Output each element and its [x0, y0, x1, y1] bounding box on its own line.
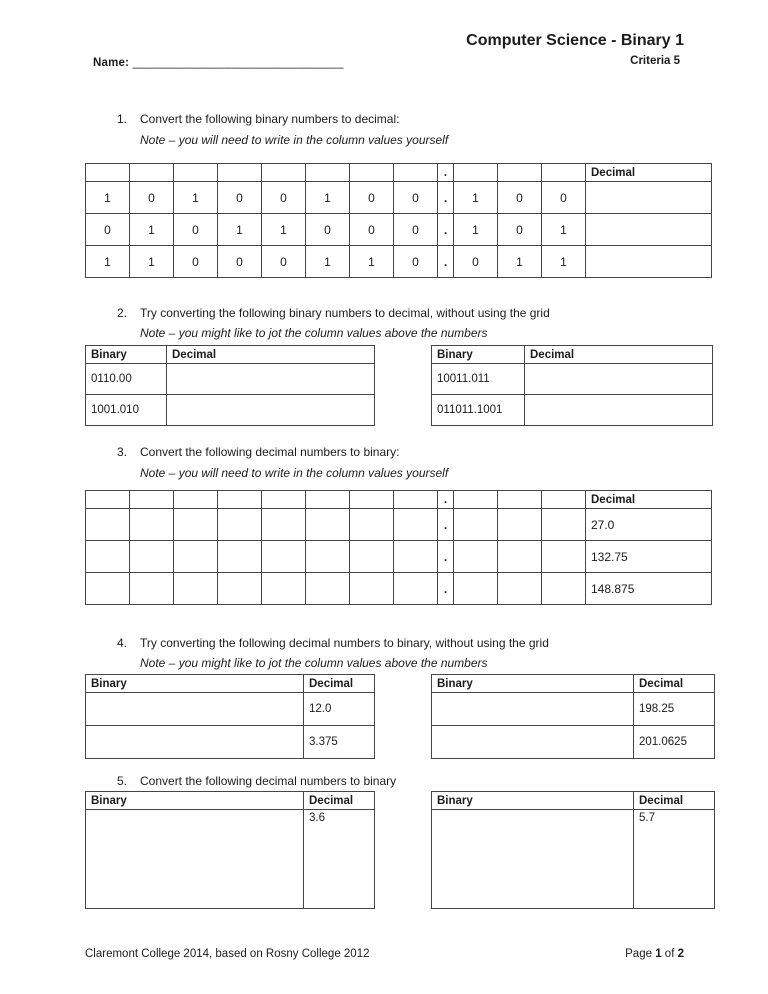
binary-header-cell: Binary — [432, 346, 525, 364]
decimal-answer-blank[interactable] — [525, 364, 713, 395]
bit-cell: 0 — [262, 246, 306, 278]
q1-grid-header-row — [86, 164, 712, 182]
decimal-value-cell: 198.25 — [634, 693, 715, 726]
q4-left-table — [85, 674, 375, 759]
bit-answer-blank[interactable] — [306, 573, 350, 605]
bit-answer-blank[interactable] — [350, 541, 394, 573]
bit-cell: 1 — [454, 182, 498, 214]
column-value-blank[interactable] — [454, 164, 498, 182]
bit-cell: 0 — [394, 246, 438, 278]
bit-answer-blank[interactable] — [174, 509, 218, 541]
decimal-answer-blank[interactable] — [167, 395, 375, 426]
bit-cell: 0 — [350, 182, 394, 214]
bit-cell: 0 — [498, 182, 542, 214]
page-total-number: 2 — [677, 948, 684, 960]
bit-cell: 1 — [350, 246, 394, 278]
table-row — [86, 693, 375, 726]
table-row — [432, 726, 715, 759]
bit-cell: 1 — [306, 246, 350, 278]
bit-cell: 0 — [130, 182, 174, 214]
decimal-header-cell: Decimal — [304, 675, 375, 693]
name-blank-line[interactable]: ________________________________ — [132, 57, 344, 69]
bit-cell: 1 — [86, 182, 130, 214]
binary-header-cell: Binary — [432, 675, 634, 693]
bit-cell: 1 — [174, 182, 218, 214]
dot-cell: . — [438, 573, 454, 605]
q1-grid-row-3 — [86, 246, 712, 278]
q4-right-table — [431, 674, 715, 759]
binary-value-cell: 011011.1001 — [432, 395, 525, 426]
decimal-answer-blank[interactable] — [586, 214, 712, 246]
q5-right-table — [431, 791, 715, 909]
bit-cell: 1 — [86, 246, 130, 278]
name-row — [93, 57, 344, 69]
bit-cell: 0 — [174, 246, 218, 278]
binary-header-cell: Binary — [86, 792, 304, 810]
q4-text: Try converting the following decimal numbers to binary, without using the grid — [140, 636, 549, 650]
bit-cell: 1 — [306, 182, 350, 214]
bit-cell: 0 — [262, 182, 306, 214]
bit-answer-blank[interactable] — [350, 509, 394, 541]
column-value-blank[interactable] — [218, 491, 262, 509]
bit-answer-blank[interactable] — [130, 509, 174, 541]
bit-answer-blank[interactable] — [542, 541, 586, 573]
column-value-blank[interactable] — [86, 491, 130, 509]
bit-cell: 1 — [498, 246, 542, 278]
table-row — [432, 810, 715, 909]
name-label: Name: — [93, 57, 130, 69]
decimal-header-cell: Decimal — [304, 792, 375, 810]
column-value-blank[interactable] — [174, 491, 218, 509]
binary-answer-blank[interactable] — [86, 726, 304, 759]
bit-answer-blank[interactable] — [86, 509, 130, 541]
q5-heading — [117, 774, 396, 788]
binary-answer-blank[interactable] — [432, 726, 634, 759]
bit-answer-blank[interactable] — [262, 509, 306, 541]
bit-answer-blank[interactable] — [498, 573, 542, 605]
bit-cell: 0 — [350, 214, 394, 246]
bit-cell: 1 — [130, 246, 174, 278]
q5-left-header-row — [86, 792, 375, 810]
dot-cell: . — [438, 509, 454, 541]
column-value-blank[interactable] — [498, 491, 542, 509]
bit-answer-blank[interactable] — [262, 541, 306, 573]
table-row — [432, 395, 713, 426]
bit-answer-blank[interactable] — [394, 573, 438, 605]
bit-answer-blank[interactable] — [306, 509, 350, 541]
bit-answer-blank[interactable] — [174, 573, 218, 605]
bit-answer-blank[interactable] — [498, 509, 542, 541]
bit-cell: 1 — [262, 214, 306, 246]
bit-cell: 0 — [218, 246, 262, 278]
decimal-answer-blank[interactable] — [586, 182, 712, 214]
dot-cell: . — [438, 164, 454, 182]
bit-answer-blank[interactable] — [350, 573, 394, 605]
q2-text: Try converting the following binary numbers to decimal, without using the grid — [140, 306, 550, 320]
page-word: Page — [625, 948, 652, 960]
bit-cell: 0 — [454, 246, 498, 278]
table-row — [86, 395, 375, 426]
q1-grid-row-1 — [86, 182, 712, 214]
q1-heading — [117, 112, 399, 126]
q3-grid-row-2 — [86, 541, 712, 573]
decimal-header-cell: Decimal — [634, 792, 715, 810]
bit-answer-blank[interactable] — [86, 541, 130, 573]
binary-value-cell: 1001.010 — [86, 395, 167, 426]
bit-cell: 0 — [394, 182, 438, 214]
column-value-blank[interactable] — [86, 164, 130, 182]
bit-answer-blank[interactable] — [218, 509, 262, 541]
bit-answer-blank[interactable] — [498, 541, 542, 573]
decimal-header-cell: Decimal — [586, 491, 712, 509]
bit-cell: 1 — [218, 214, 262, 246]
column-value-blank[interactable] — [218, 164, 262, 182]
q5-text: Convert the following decimal numbers to binary — [140, 774, 397, 788]
decimal-value-cell: 132.75 — [586, 541, 712, 573]
decimal-header-cell: Decimal — [634, 675, 715, 693]
bit-answer-blank[interactable] — [394, 541, 438, 573]
binary-header-cell: Binary — [86, 675, 304, 693]
binary-header-cell: Binary — [86, 346, 167, 364]
bit-cell: 0 — [542, 182, 586, 214]
bit-cell: 1 — [454, 214, 498, 246]
dot-cell: . — [438, 491, 454, 509]
decimal-answer-blank[interactable] — [525, 395, 713, 426]
decimal-value-cell: 3.6 — [304, 810, 375, 909]
bit-cell: 1 — [542, 246, 586, 278]
q3-binary-grid-table — [85, 490, 712, 605]
bit-answer-blank[interactable] — [454, 509, 498, 541]
q3-heading — [117, 445, 399, 459]
column-value-blank[interactable] — [454, 491, 498, 509]
q1-text: Convert the following binary numbers to decimal: — [140, 112, 400, 126]
q1-number: 1. — [117, 112, 128, 126]
page-number — [625, 948, 684, 960]
dot-cell: . — [438, 541, 454, 573]
q1-binary-grid-table — [85, 163, 712, 278]
binary-value-cell: 10011.011 — [432, 364, 525, 395]
table-row — [86, 364, 375, 395]
table-row — [432, 693, 715, 726]
decimal-value-cell: 3.375 — [304, 726, 375, 759]
decimal-header-cell: Decimal — [167, 346, 375, 364]
binary-answer-blank[interactable] — [86, 810, 304, 909]
q4-left-header-row — [86, 675, 375, 693]
column-value-blank[interactable] — [350, 164, 394, 182]
q5-left-table — [85, 791, 375, 909]
q5-right-header-row — [432, 792, 715, 810]
column-value-blank[interactable] — [394, 164, 438, 182]
bit-answer-blank[interactable] — [130, 541, 174, 573]
q2-heading — [117, 306, 550, 320]
decimal-header-cell: Decimal — [525, 346, 713, 364]
bit-answer-blank[interactable] — [86, 573, 130, 605]
decimal-header-cell: Decimal — [586, 164, 712, 182]
q3-number: 3. — [117, 445, 128, 459]
q2-left-header-row — [86, 346, 375, 364]
decimal-value-cell: 5.7 — [634, 810, 715, 909]
q2-number: 2. — [117, 306, 128, 320]
q4-right-header-row — [432, 675, 715, 693]
column-value-blank[interactable] — [394, 491, 438, 509]
binary-answer-blank[interactable] — [432, 810, 634, 909]
decimal-answer-blank[interactable] — [586, 246, 712, 278]
bit-cell: 0 — [174, 214, 218, 246]
bit-cell: 1 — [542, 214, 586, 246]
q2-right-table — [431, 345, 713, 426]
q3-text: Convert the following decimal numbers to binary: — [140, 445, 400, 459]
decimal-answer-blank[interactable] — [167, 364, 375, 395]
q4-number: 4. — [117, 636, 128, 650]
bit-cell: 0 — [218, 182, 262, 214]
bit-cell: 0 — [86, 214, 130, 246]
bit-answer-blank[interactable] — [218, 573, 262, 605]
of-word: of — [664, 948, 675, 960]
column-value-blank[interactable] — [130, 491, 174, 509]
q4-heading — [117, 636, 549, 650]
bit-cell: 0 — [306, 214, 350, 246]
column-value-blank[interactable] — [174, 164, 218, 182]
bit-answer-blank[interactable] — [262, 573, 306, 605]
footer-credit: Claremont College 2014, based on Rosny College 2012 — [85, 948, 370, 960]
q2-left-table — [85, 345, 375, 426]
q5-number: 5. — [117, 774, 128, 788]
binary-answer-blank[interactable] — [86, 693, 304, 726]
bit-answer-blank[interactable] — [130, 573, 174, 605]
q3-grid-header-row — [86, 491, 712, 509]
bit-cell: 1 — [130, 214, 174, 246]
table-row — [86, 726, 375, 759]
criteria-label: Criteria 5 — [630, 55, 680, 67]
page-title: Computer Science - Binary 1 — [466, 32, 684, 49]
bit-answer-blank[interactable] — [542, 509, 586, 541]
column-value-blank[interactable] — [306, 164, 350, 182]
bit-answer-blank[interactable] — [454, 541, 498, 573]
bit-cell: 0 — [394, 214, 438, 246]
bit-answer-blank[interactable] — [306, 541, 350, 573]
decimal-value-cell: 148.875 — [586, 573, 712, 605]
dot-cell: . — [438, 214, 454, 246]
binary-value-cell: 0110.00 — [86, 364, 167, 395]
column-value-blank[interactable] — [542, 164, 586, 182]
bit-answer-blank[interactable] — [454, 573, 498, 605]
binary-header-cell: Binary — [432, 792, 634, 810]
table-row — [432, 364, 713, 395]
column-value-blank[interactable] — [498, 164, 542, 182]
q1-note: Note – you will need to write in the column values yourself — [140, 133, 449, 147]
decimal-value-cell: 201.0625 — [634, 726, 715, 759]
column-value-blank[interactable] — [542, 491, 586, 509]
table-row — [86, 810, 375, 909]
q4-note: Note – you might like to jot the column values above the numbers — [140, 656, 488, 670]
dot-cell: . — [438, 246, 454, 278]
q3-note: Note – you will need to write in the column values yourself — [140, 466, 449, 480]
column-value-blank[interactable] — [262, 491, 306, 509]
q1-grid-row-2 — [86, 214, 712, 246]
q3-grid-row-1 — [86, 509, 712, 541]
decimal-value-cell: 27.0 — [586, 509, 712, 541]
q2-note: Note – you might like to jot the column values above the numbers — [140, 326, 488, 340]
column-value-blank[interactable] — [262, 164, 306, 182]
bit-answer-blank[interactable] — [394, 509, 438, 541]
column-value-blank[interactable] — [306, 491, 350, 509]
bit-answer-blank[interactable] — [542, 573, 586, 605]
q3-grid-row-3 — [86, 573, 712, 605]
page-current-number: 1 — [655, 948, 662, 960]
binary-answer-blank[interactable] — [432, 693, 634, 726]
q2-right-header-row — [432, 346, 713, 364]
decimal-value-cell: 12.0 — [304, 693, 375, 726]
bit-answer-blank[interactable] — [174, 541, 218, 573]
bit-answer-blank[interactable] — [218, 541, 262, 573]
bit-cell: 0 — [498, 214, 542, 246]
column-value-blank[interactable] — [350, 491, 394, 509]
column-value-blank[interactable] — [130, 164, 174, 182]
dot-cell: . — [438, 182, 454, 214]
